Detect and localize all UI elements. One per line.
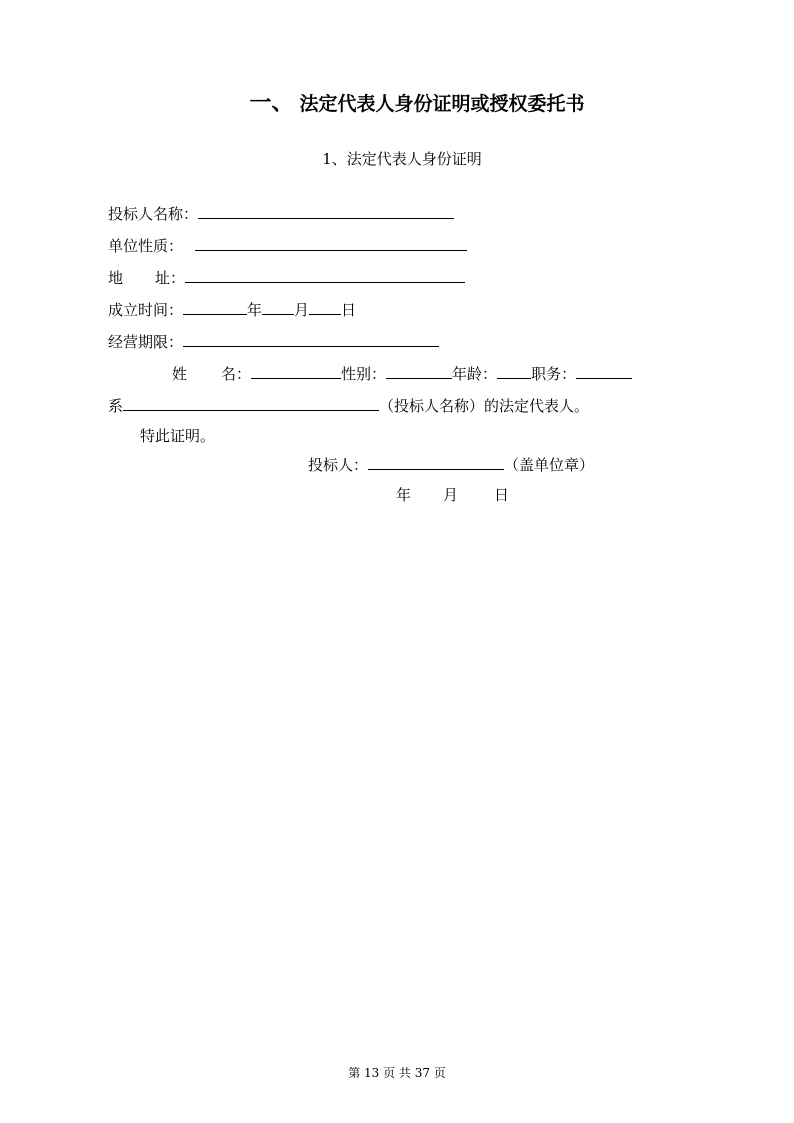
established-day-unit: 日 <box>341 301 357 319</box>
bidder-name-field[interactable] <box>198 202 454 219</box>
established-day-field[interactable] <box>309 298 341 315</box>
signature-day: 日 <box>494 486 510 504</box>
name-field[interactable] <box>251 362 341 379</box>
age-label: 年龄： <box>452 365 498 383</box>
established-month-unit: 月 <box>294 301 310 319</box>
bidder-signature-label: 投标人： <box>308 456 369 474</box>
position-label: 职务： <box>531 365 577 383</box>
signature-month: 月 <box>443 486 459 504</box>
signature-date-row <box>396 485 509 505</box>
seal-note: （盖单位章） <box>504 456 595 474</box>
address-label-part1: 地 <box>108 269 124 287</box>
unit-nature-field[interactable] <box>195 234 467 251</box>
relation-row <box>108 394 589 416</box>
address-field[interactable] <box>185 266 465 283</box>
heading-title: 法定代表人身份证明或授权委托书 <box>299 93 585 115</box>
bidder-signature-field[interactable] <box>368 453 504 470</box>
address-row <box>108 266 465 288</box>
gender-field[interactable] <box>386 362 452 379</box>
age-field[interactable] <box>497 362 531 379</box>
name-label-part2: 名： <box>221 365 252 383</box>
established-year-field[interactable] <box>183 298 247 315</box>
established-year-unit: 年 <box>247 301 263 319</box>
name-label-part1: 姓 <box>172 365 188 383</box>
operating-period-label: 经营期限： <box>108 333 184 351</box>
address-label-part2: 址： <box>155 269 186 287</box>
bidder-signature-row <box>308 453 594 475</box>
heading-number: 一、 <box>249 91 294 116</box>
bidder-name-row <box>108 202 454 224</box>
relation-suffix: （投标人名称）的法定代表人。 <box>379 397 590 415</box>
gender-label: 性别： <box>341 365 387 383</box>
established-row <box>108 298 356 320</box>
person-info-row <box>172 362 632 384</box>
operating-period-row <box>108 330 439 352</box>
position-field[interactable] <box>576 362 632 379</box>
unit-nature-label: 单位性质： <box>108 237 184 255</box>
page-footer: 第 13 页 共 37 页 <box>348 1066 446 1080</box>
unit-nature-row <box>108 234 467 256</box>
relation-prefix: 系 <box>108 397 124 415</box>
operating-period-field[interactable] <box>183 330 439 347</box>
relation-bidder-field[interactable] <box>123 394 379 411</box>
established-label: 成立时间： <box>108 301 184 319</box>
section-title: 1、法定代表人身份证明 <box>322 150 482 168</box>
established-month-field[interactable] <box>262 298 294 315</box>
page-heading <box>0 86 794 117</box>
bidder-name-label: 投标人名称： <box>108 205 199 223</box>
certify-text: 特此证明。 <box>140 427 216 445</box>
signature-year: 年 <box>396 486 412 504</box>
